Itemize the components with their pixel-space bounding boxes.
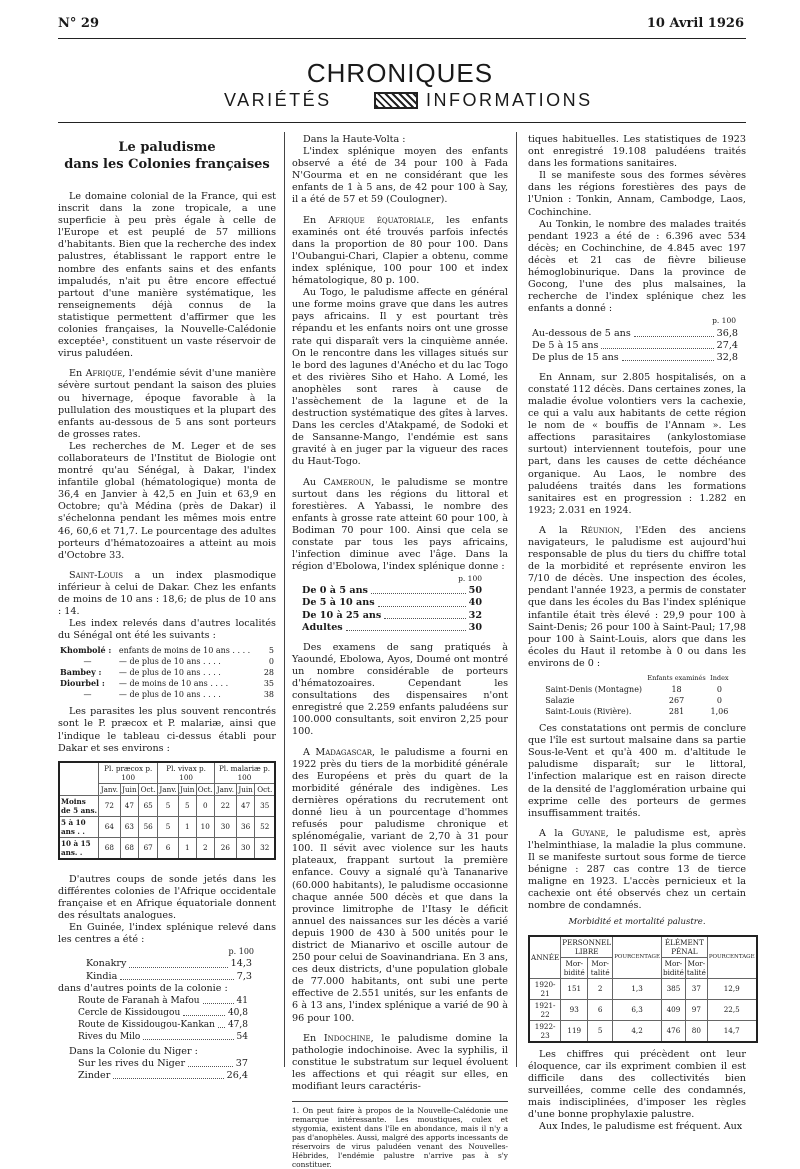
senegal-index-list [58, 645, 276, 700]
paragraph: dans d'autres points de la colonie : [58, 982, 228, 994]
issue-number: N° 29 [58, 16, 99, 31]
list-item: Zinder 26,4 [78, 1070, 248, 1082]
list-item: Diourbel : — de moins de 10 ans . . . . 35 [60, 678, 274, 689]
list-item: Route de Kissidougou-Kankan 47,8 [78, 1019, 248, 1030]
list-item: De 5 à 15 ans 27,4 [532, 339, 738, 351]
paragraph: Le domaine colonial de la France, qui est inscrit dans la zone tropicale, a une superficie à peu près égale à celle de l'Europe et est peuplé de 57 millions d'habitants. Bien que la recherche des index palustres, établissant le rapport entre le nombre des enfants sains et des enfants impaludés, n'ait pu être encore effectué partout d'une manière systématique, les renseignements déjà connus de la statistique permettent d'affirmer que les colonies françaises, la Nouvelle-Calédonie exceptée¹, constituent un vaste réservoir de virus paludéen. [58, 191, 276, 360]
list-item: Au-dessous de 5 ans 36,8 [532, 327, 738, 339]
table-row: Moins de 5 ans. 72 47 65 5 5 0 22 47 35 [59, 795, 275, 816]
dakar-parasite-table: Pl. præcox p. 100 Pl. vivax p. 100 Pl. malariæ p. 100 Janv. Juin Oct. Janv. Juin Oct. Janv. Juin Oct. Moins de 5 ans. 72 47 65 5 5 0 22 47 35 5 à 10 ans . . 64 63 56 5 1 10 30 36 52 10 à 15 ans. . 68 68 67 6 1 2 26 30 32 [58, 761, 276, 860]
table-row: 1921-22 93 6 6,3 409 97 22,5 [529, 999, 757, 1020]
paragraph: En Afrique, l'endémie sévit d'une manière sévère surtout pendant la saison des pluies ou hivernage, époque favorable à la pullulation des moustiques et la plupart des enfants au-dessous de 5 ans sont porteurs de grosses rates. [58, 368, 276, 440]
paragraph: Dans la Haute-Volta : [303, 134, 406, 145]
paragraph: A la Guyane, le paludisme est, après l'helminthiase, la maladie la plus commune. Il se manifeste surtout sous forme de tierce bénigne : 287 cas contre 13 de tierce maligne en 1923. L'accès pernicieux et la cachexie ont été observés chez un certain nombre de condamnés. [528, 827, 746, 912]
column-divider [516, 132, 517, 1067]
list-item: Cercle de Kissidougou 40,8 [78, 1007, 248, 1018]
paragraph: L'index splénique moyen des enfants observé a été de 34 pour 100 à Fada N'Gourma et en ne considérant que les enfants de 1 à 5 ans, de 42 pour 100 à Say, il a été de 57 et 59 (Coulogner). [292, 146, 508, 206]
table-row: 1920-21 151 2 1,3 385 37 12,9 [529, 978, 757, 999]
table-row: Saint-Denis (Montagne) 18 0 [545, 685, 722, 695]
list-item: Adultes 30 [302, 621, 482, 633]
unit-label: p. 100 [712, 316, 736, 326]
paragraph: En Indochine, le paludisme domine la pathologie indochinoise. Avec la syphilis, il constitue le substratum sur lequel évoluent les affections et qui réagit sur elles, en modifiant leurs caractéris- [292, 1032, 508, 1093]
list-item: Route de Faranah à Mafou 41 [78, 995, 248, 1006]
list-item: — — de plus de 10 ans . . . . 38 [83, 690, 274, 700]
guinee-list [58, 958, 276, 982]
section-informations: INFORMATIONS [426, 90, 593, 110]
paragraph: Aux Indes, le paludisme est fréquent. Aux [539, 1121, 743, 1133]
paragraph: Les index relevés dans d'autres localités du Sénégal ont été les suivants : [58, 618, 276, 642]
paragraph: Ces constatations ont permis de conclure que l'île est surtout malsaine dans sa partie Sous-le-Vent et qu'à 400 m. d'altitude le paludisme disparaît; sur le littoral, l'infection malarique est en raison directe de la densité de l'agglomération urbaine qui exprime celle des porteurs de germes insuffisamment traités. [528, 723, 746, 819]
list-item: Sur les rives du Niger 37 [78, 1058, 248, 1070]
ebolowa-list [292, 585, 508, 633]
issue-date: 10 Avril 1926 [646, 16, 744, 31]
list-item: De 5 à 10 ans 40 [302, 597, 482, 609]
paragraph: Au Cameroun, le paludisme se montre surtout dans les régions du littoral et forestières. A Yabassi, le nombre des enfants à grosse rate atteint 60 pour 100, à Bodiman 70 pour 100. Ainsi que cela se constate par tous les pays africains, l'infection diminue avec l'âge. Dans la région d'Ebolowa, l'index splénique donne : [292, 476, 508, 573]
ornament-icon [374, 92, 418, 109]
list-item: Kindia 7,3 [86, 970, 252, 982]
list-item: Konakry 14,3 [86, 958, 252, 970]
paragraph: Les parasites les plus souvent rencontrés sont le P. præcox et P. malariæ, ainsi que l'indique le tableau ci-dessus établi pour Dakar et ses environs : [58, 706, 276, 754]
list-item: De plus de 15 ans 32,8 [532, 351, 738, 363]
section-title: CHRONIQUES [306, 58, 494, 88]
paragraph: En Guinée, l'index splénique relevé dans les centres a été : [58, 922, 276, 946]
table-row: Saint-Louis (Rivière). 281 1,06 [545, 707, 729, 717]
reunion-index-table: Enfants examinés Index Saint-Denis (Montagne) 18 0 Salazie 267 0 Saint-Louis (Rivière). 281 1,06 [543, 673, 730, 717]
footnote: 1. On peut faire à propos de la Nouvelle-Calédonie une remarque intéressante. Les moustiques, culex et stygomia, existent dans l'île en abondance, mais il n'y a pas d'anophèles. Aussi, malgré des apports incessants de réservoirs de virus paludéen venant des Nouvelles-Hébrides, l'endémie palustre n'arrive pas à s'y constituer. [292, 1101, 508, 1169]
table-row: Salazie 267 0 [545, 696, 722, 706]
unit-label: p. 100 [458, 574, 482, 584]
paragraph: Les recherches de M. Leger et de ses collaborateurs de l'Institut de Biologie ont montré qu'au Sénégal, à Dakar, l'index infantile global (hématologique) monta de 36,4 en Janvier à 42,5 en Juin et 63,9 en Octobre; qu'à Médina (près de Dakar) il s'échelonna pendant les mêmes mois entre 46, 60,6 et 71,7. Le pourcentage des adultes porteurs d'hématozoaires a atteint au mois d'Octobre 33. [58, 440, 276, 561]
guinee-points-list [58, 995, 276, 1043]
paragraph: Au Tonkin, le nombre des malades traités pendant 1923 a été de : 6.396 avec 534 décès; en Cochinchine, de 4.845 avec 197 décès et 21 cas de fièvre bilieuse hémoglobinurique. Dans la province de Gocong, l'une des plus malsaines, la recherche de l'index splénique chez les enfants a donné : [528, 218, 746, 315]
paragraph: Les chiffres qui précèdent ont leur éloquence, car ils expriment combien il est difficile dans des collectivités bien surveillées, comme celle des condamnés, mais indisciplinées, d'imposer les règles d'une bonne prophylaxie palustre. [528, 1048, 746, 1120]
paragraph: En Afrique équatoriale, les enfants examinés ont été trouvés parfois infectés dans la proportion de 80 pour 100. Dans l'Oubangui-Chari, Clapier a obtenu, comme index splénique, 100 pour 100 et index hématologique, 80 p. 100. [292, 214, 509, 287]
column-3 [528, 134, 755, 1133]
column-divider [284, 132, 285, 1067]
table-row: 5 à 10 ans . . 64 63 56 5 1 10 30 36 52 [59, 816, 275, 837]
list-item: De 10 à 25 ans 32 [302, 609, 482, 621]
table-row: 10 à 15 ans. . 68 68 67 6 1 2 26 30 32 [59, 837, 275, 859]
header-rule [58, 38, 746, 39]
paragraph: Au Togo, le paludisme affecte en général une forme moins grave que dans les autres pays africains. Il y est pourtant très répandu et les enfants noirs ont une grosse rate qui disparaît vers la cinquième année. On le rencontre dans les villages situés sur le bord des lagunes d'Anécho et du lac Togo et des rivières Siho et Haho. A Lomé, les anophèles sont rares à cause de l'assèchement de la lagune et de la destruction systématique des gîtes à larves. Dans les cercles d'Atakpamé, de Sodoki et de Sansanne-Mango, l'endémie est sans gravité à en juger par la vigueur des races du Haut-Togo. [292, 287, 508, 468]
paragraph: Des examens de sang pratiqués à Yaoundé, Ebolowa, Ayos, Doumé ont montré un nombre considérable de porteurs d'hématozoaires. Cependant les consultations des dispensaires n'ont enregistré que 2.259 enfants paludéens sur 100.000 consultants, soit environ 2,25 pour 100. [292, 641, 508, 738]
unit-label: p. 100 [228, 947, 254, 957]
list-item: De 0 à 5 ans 50 [302, 585, 482, 597]
paragraph: En Annam, sur 2.805 hospitalisés, on a constaté 112 décès. Dans certaines zones, la maladie évolue volontiers vers la cachexie, ce qui a valu aux habitants de cette région le nom de « bouffis de l'Annam ». Les affections parasitaires (ankylostomiase surtout) interviennent toutefois, pour une part, dans les causes de cette déchéance organique. Au Laos, le nombre des paludéens traités dans les formations sanitaires est en progression : 1.282 en 1923; 2.031 en 1924. [528, 371, 746, 516]
table-row: 1922-23 119 5 4,2 476 80 14,7 [529, 1020, 757, 1042]
paragraph: Il se manifeste sous des formes sévères dans les régions forestières des pays de l'Union : Tonkin, Annam, Cambodge, Laos, Cochinchine. [528, 170, 746, 218]
list-item: — — de plus de 10 ans . . . . 0 [83, 657, 274, 667]
paragraph: A Madagascar, le paludisme a fourni en 1922 près du tiers de la morbidité générale des Européens et près du quart de la morbidité générale des indigènes. Les dernières opérations du recrutement ont donné lieu à un pourcentage d'hommes refusés pour paludisme chronique et splénomégalie, variant de 2,70 à 31 pour 100. Il sévit avec violence sur les hauts plateaux, frappant surtout la première enfance. Couvy a signalé qu'à Tananarive (60.000 habitants), le paludisme occasionne chaque année 500 décès et que dans la province limitrophe de l'Itasy le déficit annuel des naissances sur les décès a varié depuis 1900 de 430 à 500 unités pour le district de Mianarivo et oscille autour de 250 pour celui de Soavinandriana. En 3 ans, ces deux districts, d'une population globale de 77.000 habitants, ont subi une perte effective de 2.551 unités, sur les enfants de 6 à 13 ans, l'index splénique a varié de 90 à 96 pour 100. [292, 746, 508, 1024]
paragraph: tiques habituelles. Les statistiques de 1923 ont enregistré 19.108 paludéens traités dans les formations sanitaires. [528, 134, 746, 170]
list-item: Rives du Milo 54 [78, 1031, 248, 1042]
section-varietes: VARIÉTÉS [224, 90, 332, 110]
list-item: Bambey : — de plus de 10 ans . . . . 28 [60, 667, 274, 678]
gocong-list [528, 328, 746, 364]
table-caption: Morbidité et mortalité palustre. [568, 917, 706, 928]
guyane-morbidity-table: ANNÉE PERSONNEL LIBRE POURCENTAGE ÉLÉMENT PÉNAL POURCENTAGE Mor-bidité Mor-talité Mor-bidité Mor-talité 1920-21 151 2 1,3 385 37 12,9 1921-22 93 6 6,3 409 97 22,5 1922-23 119 5 4,2 476 80 14,7 [528, 935, 758, 1043]
paragraph: Dans la Colonie du Niger : [69, 1046, 198, 1058]
niger-list [58, 1058, 276, 1082]
paragraph: D'autres coups de sonde jetés dans les différentes colonies de l'Afrique occidentale française et en Afrique équatoriale donnent des résultats analogues. [58, 873, 276, 922]
paragraph: A la Réunion, l'Eden des anciens navigateurs, le paludisme est aujourd'hui responsable de plus du tiers du chiffre total de la morbidité et représente environ les 7/10 de décès. Une inspection des écoles, pendant l'année 1923, a permis de constater que dans les écoles du Bas l'index splénique infantile était très élevé : 29,9 pour 100 à Saint-Denis; 26 pour 100 à Saint-Paul; 17,98 pour 100 à Saint-Louis, alors que dans les écoles du Haut il retombe à 0 ou dans les environs de 0 : [528, 524, 746, 669]
column-1 [58, 134, 276, 1082]
paragraph: Saint-Louis a un index plasmodique inférieur à celui de Dakar. Chez les enfants de moins de 10 ans : 18,6; de plus de 10 ans : 14. [58, 569, 276, 618]
title-rule [58, 122, 746, 123]
article-title: Le paludisme dans les Colonies françaises [64, 140, 270, 172]
list-item: Khombolé : enfants de moins de 10 ans . . . . 5 [60, 645, 274, 656]
column-2 [292, 134, 508, 1169]
